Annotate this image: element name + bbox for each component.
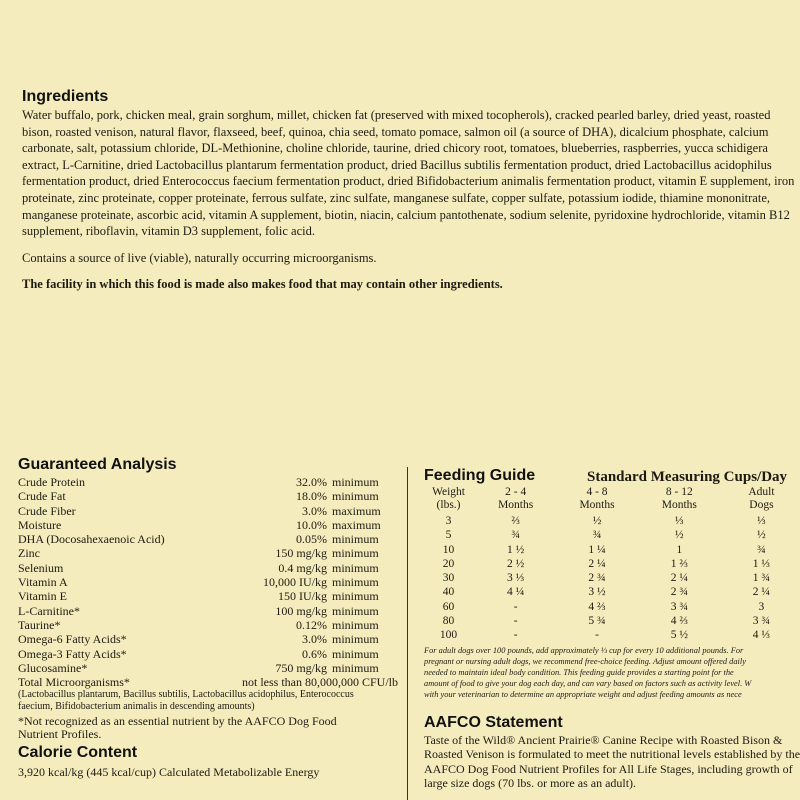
nutrient-qualifier: minimum xyxy=(332,575,379,590)
feeding-column-header xyxy=(473,486,558,514)
feeding-cell: 2 ¼ xyxy=(670,572,688,585)
feeding-column-header xyxy=(424,486,473,514)
feeding-cell: 2 ¼ xyxy=(752,586,771,599)
aafco-statement-text: Taste of the Wild® Ancient Prairie® Canine Recipe with Roasted Bison & Roasted Venison is formulated to meet the nutritional levels established by the AAFCO Dog Food Nutrient Profiles for All Life Stages, including growth of large size dogs (70 lbs. or more as an adult). xyxy=(424,733,800,791)
feeding-cell: ¾ xyxy=(511,529,520,542)
feeding-cell: 20 xyxy=(442,557,455,570)
feeding-row xyxy=(424,543,800,557)
analysis-row xyxy=(18,489,398,503)
column-header-line: Months xyxy=(498,498,534,511)
feeding-cell: 5 xyxy=(445,529,452,542)
nutrient-qualifier: minimum xyxy=(332,532,379,547)
feeding-cell: 4 ⅔ xyxy=(588,600,606,613)
ingredients-heading: Ingredients xyxy=(22,88,109,105)
feeding-cell: 3 xyxy=(445,515,452,527)
feeding-row xyxy=(424,528,800,542)
analysis-row xyxy=(18,604,398,618)
column-header-line: Dogs xyxy=(749,498,774,511)
analysis-row xyxy=(18,661,398,675)
guaranteed-analysis-heading: Guaranteed Analysis xyxy=(18,456,177,473)
nutrient-value: 0.4 mg/kg xyxy=(278,560,327,575)
feeding-cell: 30 xyxy=(442,572,455,585)
analysis-row xyxy=(18,589,398,603)
nutrient-qualifier: minimum xyxy=(332,603,379,618)
feeding-row xyxy=(424,628,800,642)
column-divider xyxy=(407,467,408,800)
facility-note: The facility in which this food is made also makes food that may contain other ingredients. xyxy=(22,277,503,292)
feeding-row xyxy=(424,600,800,614)
analysis-row xyxy=(18,475,398,489)
feeding-cell: 3 ¾ xyxy=(752,615,771,628)
feeding-cell: 4 ⅔ xyxy=(670,615,688,628)
calorie-content-heading: Calorie Content xyxy=(18,744,138,762)
nutrient-name: Crude Protein xyxy=(18,475,85,489)
feeding-row xyxy=(424,557,800,571)
nutrient-qualifier: minimum xyxy=(332,489,379,504)
calorie-content-text: 3,920 kcal/kg (445 kcal/cup) Calculated Metabolizable Energy xyxy=(18,765,320,780)
nutrient-qualifier: maximum xyxy=(332,517,381,532)
column-header-line: (lbs.) xyxy=(436,498,461,511)
nutrient-value: 750 mg/kg xyxy=(275,660,327,675)
feeding-column-header xyxy=(636,486,723,514)
column-header-line: Adult xyxy=(748,486,775,498)
nutrient-value: 0.12% xyxy=(296,617,327,632)
analysis-row xyxy=(18,532,398,546)
nutrient-qualifier: minimum xyxy=(332,660,379,675)
feeding-cell: 4 ¼ xyxy=(507,586,525,599)
feeding-cell: ¾ xyxy=(757,543,766,556)
column-header-line: Months xyxy=(661,498,697,511)
total-microorganisms-row xyxy=(18,675,398,689)
feeding-cell: 4 ⅓ xyxy=(752,629,771,642)
nutrient-name: Vitamin A xyxy=(18,575,68,590)
feeding-cell: ½ xyxy=(757,529,766,542)
microorganisms-list: (Lactobacillus plantarum, Bacillus subtilis, Lactobacillus acidophilus, Enterococcus faecium, Bifidobacterium animalis in descending amounts) xyxy=(18,689,354,713)
feeding-guide-heading: Feeding Guide xyxy=(424,467,536,484)
nutrient-value: 10.0% xyxy=(296,517,327,532)
feeding-cell: 1 ⅓ xyxy=(752,557,771,570)
feeding-cell: ¾ xyxy=(592,529,602,542)
nutrient-name: L-Carnitine* xyxy=(18,603,80,618)
total-microorganisms-label: Total Microorganisms* xyxy=(18,675,130,690)
feeding-cell: 1 xyxy=(676,543,683,556)
feeding-cell: ⅓ xyxy=(675,515,684,527)
nutrient-qualifier: minimum xyxy=(332,546,379,561)
nutrient-name: Glucosamine* xyxy=(18,660,88,675)
feeding-row xyxy=(424,514,800,528)
nutrient-name: Moisture xyxy=(18,517,62,532)
analysis-row xyxy=(18,618,398,632)
ingredients-section xyxy=(22,87,800,293)
nutrient-name: Crude Fiber xyxy=(18,503,76,518)
feeding-cell: 1 ¼ xyxy=(588,543,606,556)
feeding-note-line: pregnant or nursing adult dogs, we recommend free-choice feeding. Adjust amount offered daily xyxy=(424,656,746,666)
feeding-guide-note xyxy=(424,645,800,700)
analysis-row xyxy=(18,561,398,575)
nutrient-name: Zinc xyxy=(18,546,40,561)
nutrient-value: 0.05% xyxy=(296,532,327,547)
nutrient-value: 10,000 IU/kg xyxy=(263,575,327,590)
feeding-guide-table xyxy=(424,486,800,643)
nutrient-qualifier: minimum xyxy=(332,589,379,604)
analysis-row xyxy=(18,575,398,589)
nutrient-value: 100 mg/kg xyxy=(275,603,327,618)
feeding-cell: 2 ¾ xyxy=(588,572,606,585)
feeding-cell: 40 xyxy=(442,586,455,599)
feeding-note-line: with your veterinarian to determine an appropriate weight and adjust feeding amounts as nece xyxy=(424,690,742,700)
nutrient-value: 0.6% xyxy=(302,646,327,661)
column-header-line: 4 - 8 xyxy=(586,486,608,498)
aafco-section xyxy=(424,713,800,791)
feeding-cell: 10 xyxy=(442,543,455,556)
nutrient-value: 3.0% xyxy=(302,632,327,647)
nutrient-qualifier: minimum xyxy=(332,617,379,632)
feeding-row xyxy=(424,585,800,599)
column-header-line: Weight xyxy=(432,486,465,498)
feeding-note-line: For adult dogs over 100 pounds, add approximately ⅓ cup for every 10 additional pounds. For xyxy=(424,645,744,655)
analysis-row xyxy=(18,546,398,560)
aafco-footnote: *Not recognized as an essential nutrient by the AAFCO Dog Food Nutrient Profiles. xyxy=(18,714,337,742)
nutrient-name: Omega-3 Fatty Acids* xyxy=(18,646,127,661)
feeding-cell: ½ xyxy=(675,529,684,542)
feeding-note-line: needed to maintain ideal body condition. This feeding guide provides a starting point for the xyxy=(424,667,734,677)
feeding-cell: ⅓ xyxy=(757,515,766,527)
nutrient-value: 18.0% xyxy=(296,489,327,504)
analysis-row xyxy=(18,632,398,646)
feeding-column-header xyxy=(558,486,636,514)
analysis-row xyxy=(18,504,398,518)
analysis-row xyxy=(18,647,398,661)
live-microorganisms-note: Contains a source of live (viable), naturally occurring microorganisms. xyxy=(22,250,377,265)
feeding-cell: 2 ¼ xyxy=(588,557,606,570)
column-header-line: 2 - 4 xyxy=(505,486,527,498)
feeding-cell: 2 ½ xyxy=(507,557,525,570)
feeding-cell: 3 ⅓ xyxy=(507,572,525,585)
nutrient-qualifier: maximum xyxy=(332,503,381,518)
guaranteed-analysis-table xyxy=(18,475,398,675)
nutrient-name: Selenium xyxy=(18,560,64,575)
feeding-column-header xyxy=(723,486,800,514)
feeding-cell: - xyxy=(513,615,518,628)
feeding-cell: 2 ¾ xyxy=(670,586,688,599)
feeding-cell: 3 ½ xyxy=(588,586,606,599)
feeding-cell: ½ xyxy=(592,515,602,527)
feeding-cell: 3 xyxy=(758,600,765,613)
feeding-cell: 1 ½ xyxy=(507,543,525,556)
feeding-row xyxy=(424,571,800,585)
feeding-cell: 100 xyxy=(439,629,458,642)
nutrient-qualifier: minimum xyxy=(332,632,379,647)
feeding-note-line: amount of food to give your dog each day, and can vary based on factors such as activity level. W xyxy=(424,678,752,688)
feeding-cell: 5 ½ xyxy=(670,629,688,642)
nutrient-value: 3.0% xyxy=(302,503,327,518)
feeding-cell: 60 xyxy=(442,600,455,613)
nutrient-name: DHA (Docosahexaenoic Acid) xyxy=(18,532,165,547)
nutrient-name: Crude Fat xyxy=(18,489,66,504)
measuring-cups-subtitle: Standard Measuring Cups/Day xyxy=(587,469,788,485)
nutrient-value: 150 IU/kg xyxy=(278,589,327,604)
feeding-cell: 3 ¾ xyxy=(670,600,688,613)
nutrient-name: Taurine* xyxy=(18,617,61,632)
nutrient-qualifier: minimum xyxy=(332,475,379,489)
nutrient-qualifier: minimum xyxy=(332,560,379,575)
feeding-cell: ⅔ xyxy=(511,515,520,527)
feeding-row xyxy=(424,614,800,628)
nutrient-value: 32.0% xyxy=(296,475,327,489)
analysis-row xyxy=(18,518,398,532)
feeding-guide-section xyxy=(424,466,800,700)
feeding-cell: - xyxy=(595,629,599,642)
aafco-statement-heading: AAFCO Statement xyxy=(424,714,563,731)
feeding-cell: - xyxy=(513,629,518,642)
feeding-cell: 1 ¾ xyxy=(752,572,771,585)
nutrient-name: Vitamin E xyxy=(18,589,67,604)
nutrient-qualifier: minimum xyxy=(332,646,379,661)
nutrient-name: Omega-6 Fatty Acids* xyxy=(18,632,127,647)
feeding-cell: - xyxy=(513,600,518,613)
feeding-cell: 5 ¾ xyxy=(588,615,606,628)
nutrient-value: 150 mg/kg xyxy=(275,546,327,561)
ingredients-text: Water buffalo, pork, chicken meal, grain sorghum, millet, chicken fat (preserved with mixed tocopherols), cracked pearled barley, dried yeast, roasted bison, roasted venison, natural flavor, flaxseed, beef, quinoa, chia seed, tomato pomace, salmon oil (a source of DHA), dicalcium phosphate, calcium carbonate, salt, potassium chloride, DL-Methionine, choline chloride, taurine, dried chicory root, tomatoes, blueberries, raspberries, yucca schidigera extract, L-Carnitine, dried Lactobacillus plantarum fermentation product, dried Bacillus subtilis fermentation product, dried Lactobacillus acidophilus fermentation product, dried Enterococcus faecium fermentation product, dried Bifidobacterium animalis fermentation product, vitamin E supplement, iron proteinate, zinc proteinate, copper proteinate, ferrous sulfate, zinc sulfate, manganese sulfate, copper sulfate, potassium iodide, thiamine mononitrate, manganese proteinate, ascorbic acid, vitamin A supplement, biotin, niacin, calcium pantothenate, sodium selenite, pyridoxine hydrochloride, vitamin B12 supplement, riboflavin, vitamin D3 supplement, folic acid. xyxy=(22,108,795,239)
feeding-cell: 80 xyxy=(442,615,455,628)
guaranteed-analysis-section xyxy=(18,455,398,779)
column-header-line: Months xyxy=(579,498,615,511)
feeding-cell: 1 ⅔ xyxy=(670,557,688,570)
column-header-line: 8 - 12 xyxy=(665,486,693,498)
total-microorganisms-value: not less than 80,000,000 CFU/lb xyxy=(241,675,398,690)
